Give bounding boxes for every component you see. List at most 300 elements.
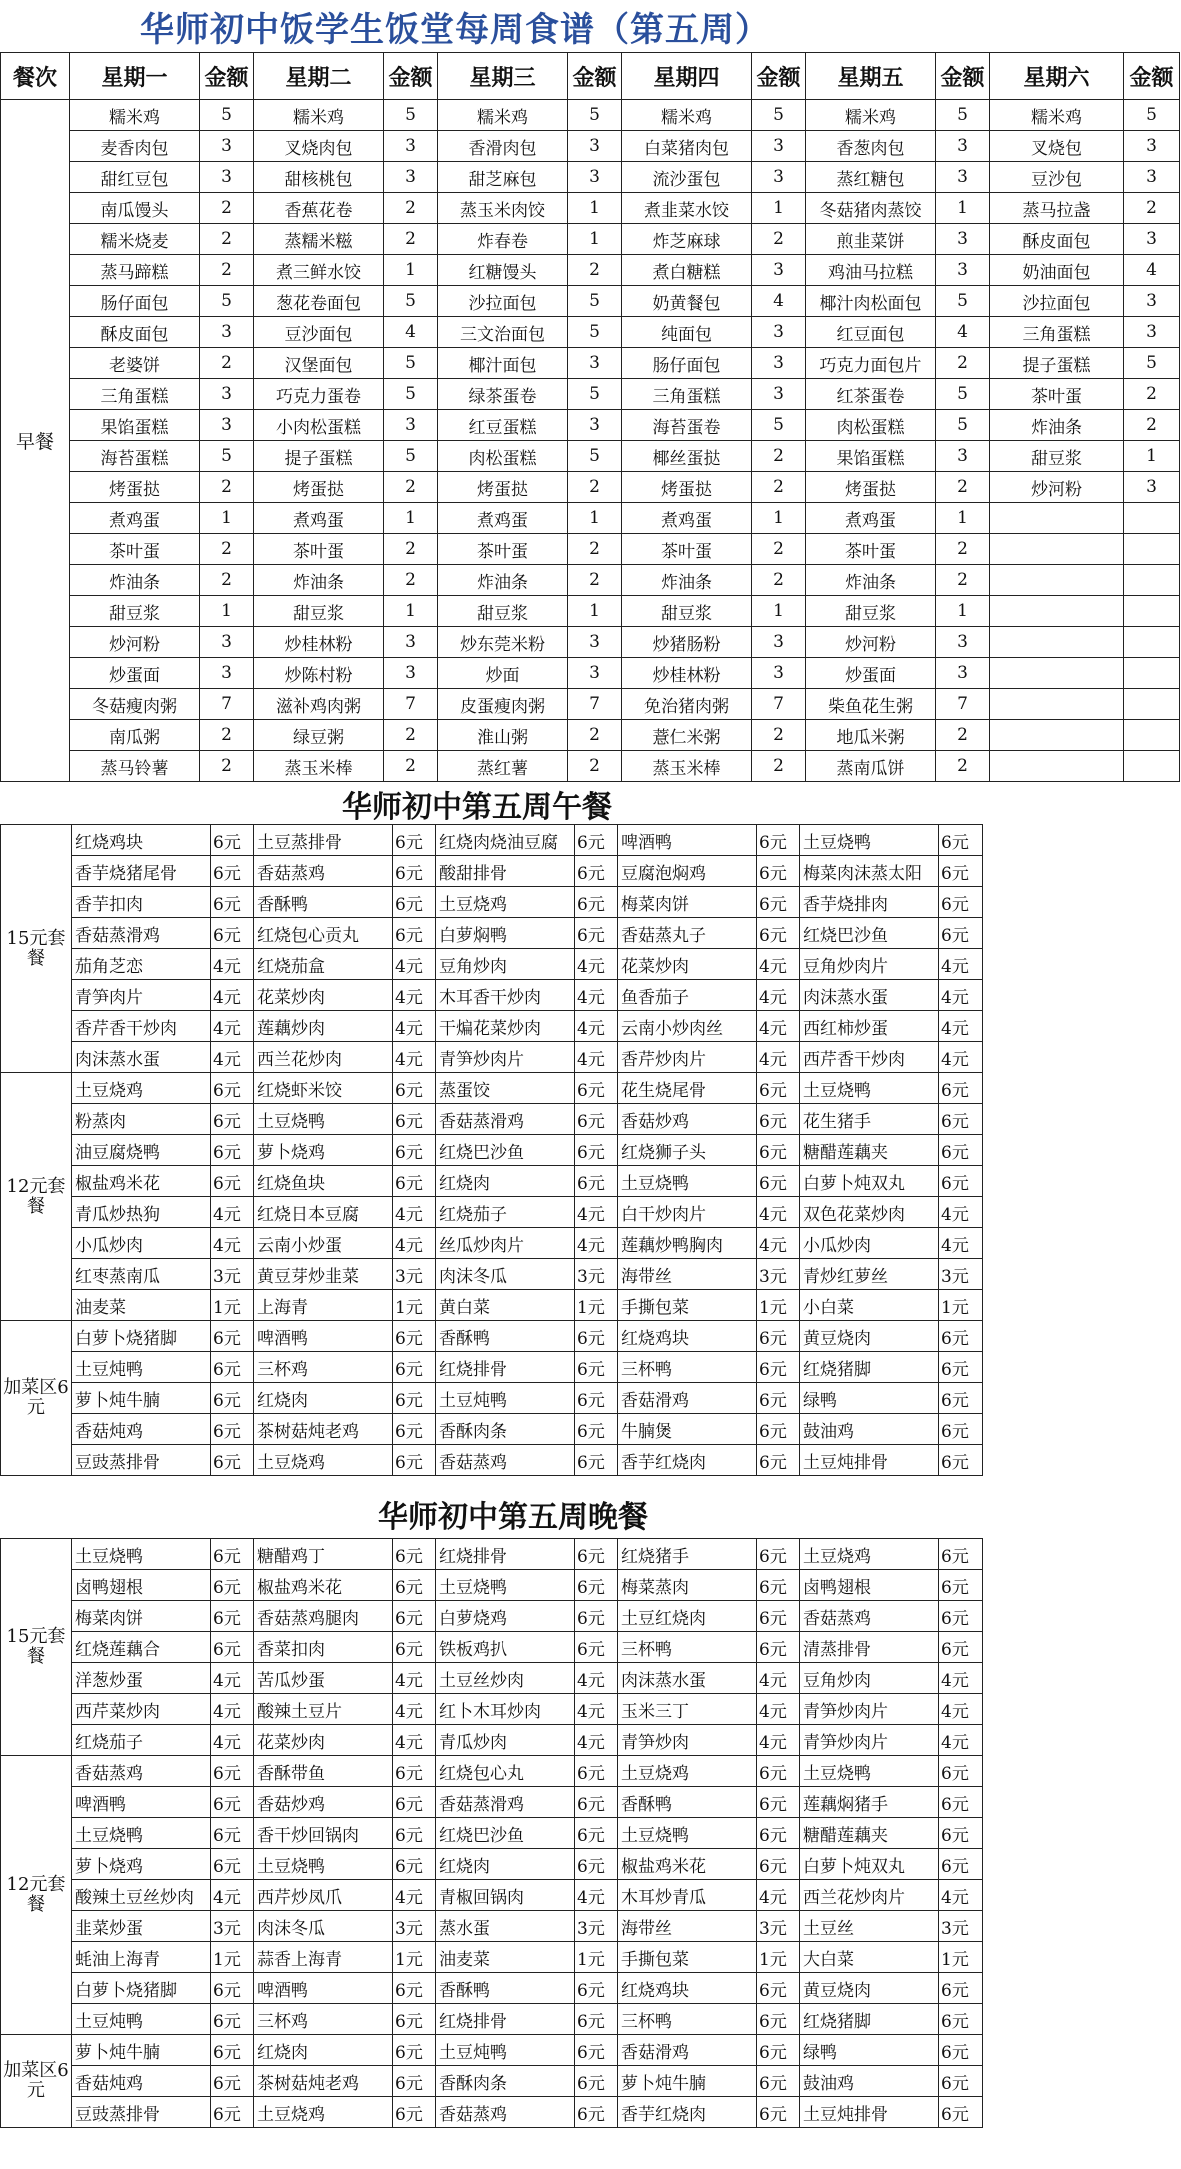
dish-cell: 白菜猪肉包 bbox=[622, 131, 752, 162]
price-cell: 6元 bbox=[757, 1849, 800, 1880]
price-cell: 6元 bbox=[757, 1104, 800, 1135]
price-cell: 1 bbox=[936, 596, 990, 627]
table-row bbox=[1, 1725, 983, 1756]
price-cell: 2 bbox=[1124, 379, 1180, 410]
price-cell bbox=[1124, 534, 1180, 565]
price-cell: 6元 bbox=[757, 1073, 800, 1104]
price-cell: 6元 bbox=[211, 1787, 254, 1818]
table-row bbox=[1, 1104, 983, 1135]
dish-cell: 茶叶蛋 bbox=[622, 534, 752, 565]
dish-cell: 红烧鸡块 bbox=[618, 1973, 757, 2004]
dish-cell: 茶叶蛋 bbox=[806, 534, 936, 565]
price-cell: 6元 bbox=[393, 1601, 436, 1632]
price-cell: 1 bbox=[384, 596, 438, 627]
price-cell bbox=[1124, 503, 1180, 534]
lunch-table bbox=[0, 824, 983, 1476]
dish-cell: 酸甜排骨 bbox=[436, 856, 575, 887]
price-cell: 6元 bbox=[393, 918, 436, 949]
price-cell: 6元 bbox=[211, 1632, 254, 1663]
price-cell: 6元 bbox=[575, 2004, 618, 2035]
dish-cell: 糖醋莲藕夹 bbox=[800, 1818, 939, 1849]
category-label: 12元套餐 bbox=[1, 1756, 72, 2035]
dish-cell: 莲藕炒鸭胸肉 bbox=[618, 1228, 757, 1259]
dish-cell: 蒸马拉盏 bbox=[990, 193, 1124, 224]
price-cell: 5 bbox=[568, 379, 622, 410]
price-cell: 6元 bbox=[211, 2097, 254, 2128]
dish-cell: 肉松蛋糕 bbox=[806, 410, 936, 441]
dish-cell: 上海青 bbox=[254, 1290, 393, 1321]
price-cell: 1 bbox=[568, 503, 622, 534]
price-cell: 2 bbox=[200, 255, 254, 286]
price-cell: 4元 bbox=[211, 1880, 254, 1911]
dish-cell: 南瓜粥 bbox=[70, 720, 200, 751]
price-cell: 6元 bbox=[939, 1135, 983, 1166]
dish-cell: 手撕包菜 bbox=[618, 1290, 757, 1321]
price-cell: 4元 bbox=[575, 1725, 618, 1756]
dish-cell: 糯米鸡 bbox=[70, 100, 200, 131]
column-header: 金额 bbox=[752, 53, 806, 100]
dish-cell: 炒东莞米粉 bbox=[438, 627, 568, 658]
table-row bbox=[1, 1414, 983, 1445]
price-cell: 3 bbox=[936, 224, 990, 255]
price-cell: 2 bbox=[568, 751, 622, 782]
table-row bbox=[1, 1694, 983, 1725]
price-cell: 4元 bbox=[939, 1694, 983, 1725]
dish-cell bbox=[990, 627, 1124, 658]
dish-cell: 红豆蛋糕 bbox=[438, 410, 568, 441]
dish-cell: 红烧鸡块 bbox=[72, 825, 211, 856]
price-cell: 6元 bbox=[939, 1601, 983, 1632]
dish-cell: 香菇蒸鸡 bbox=[436, 1445, 575, 1476]
column-header: 金额 bbox=[568, 53, 622, 100]
dish-cell: 红烧肉 bbox=[436, 1166, 575, 1197]
dish-cell: 甜红豆包 bbox=[70, 162, 200, 193]
price-cell: 5 bbox=[384, 379, 438, 410]
price-cell: 3 bbox=[752, 131, 806, 162]
dish-cell: 小肉松蛋糕 bbox=[254, 410, 384, 441]
dish-cell: 土豆炖鸭 bbox=[436, 1383, 575, 1414]
price-cell: 7 bbox=[936, 689, 990, 720]
table-row bbox=[1, 565, 1180, 596]
price-cell: 6元 bbox=[939, 2004, 983, 2035]
price-cell: 6元 bbox=[211, 856, 254, 887]
price-cell: 5 bbox=[936, 410, 990, 441]
price-cell: 4元 bbox=[575, 1197, 618, 1228]
dish-cell: 红烧日本豆腐 bbox=[254, 1197, 393, 1228]
column-header: 星期六 bbox=[990, 53, 1124, 100]
dish-cell: 花菜炒肉 bbox=[618, 949, 757, 980]
dish-cell: 青瓜炒热狗 bbox=[72, 1197, 211, 1228]
dish-cell: 土豆烧鸡 bbox=[800, 1539, 939, 1570]
price-cell: 4 bbox=[752, 286, 806, 317]
price-cell: 6元 bbox=[575, 1352, 618, 1383]
dish-cell: 汉堡面包 bbox=[254, 348, 384, 379]
dish-cell: 香菇蒸滑鸡 bbox=[72, 918, 211, 949]
price-cell: 3 bbox=[200, 317, 254, 348]
price-cell: 3 bbox=[1124, 317, 1180, 348]
price-cell: 3 bbox=[936, 658, 990, 689]
price-cell: 6元 bbox=[211, 1756, 254, 1787]
price-cell: 3 bbox=[568, 348, 622, 379]
dish-cell: 卤鸭翅根 bbox=[800, 1570, 939, 1601]
price-cell: 4元 bbox=[939, 949, 983, 980]
price-cell: 6元 bbox=[757, 1570, 800, 1601]
price-cell: 3 bbox=[200, 131, 254, 162]
dish-cell: 土豆炖鸭 bbox=[72, 1352, 211, 1383]
price-cell: 4元 bbox=[757, 1011, 800, 1042]
dish-cell: 西红柿炒蛋 bbox=[800, 1011, 939, 1042]
dish-cell: 薏仁米粥 bbox=[622, 720, 752, 751]
dish-cell: 香酥肉条 bbox=[436, 2066, 575, 2097]
dish-cell: 香芋烧猪尾骨 bbox=[72, 856, 211, 887]
dish-cell: 茶树菇炖老鸡 bbox=[254, 2066, 393, 2097]
dish-cell: 土豆炖鸭 bbox=[436, 2035, 575, 2066]
price-cell: 2 bbox=[200, 534, 254, 565]
price-cell: 6元 bbox=[575, 1383, 618, 1414]
price-cell: 6元 bbox=[939, 918, 983, 949]
price-cell: 6元 bbox=[757, 1539, 800, 1570]
category-label: 15元套餐 bbox=[1, 1539, 72, 1756]
price-cell: 4元 bbox=[575, 1228, 618, 1259]
price-cell: 6元 bbox=[575, 1166, 618, 1197]
dish-cell: 黄豆烧肉 bbox=[800, 1321, 939, 1352]
dish-cell: 土豆烧鸭 bbox=[800, 1756, 939, 1787]
price-cell: 4元 bbox=[939, 1880, 983, 1911]
dish-cell: 炸油条 bbox=[254, 565, 384, 596]
table-row bbox=[1, 2035, 983, 2066]
price-cell: 2 bbox=[568, 255, 622, 286]
dish-cell: 煎韭菜饼 bbox=[806, 224, 936, 255]
dish-cell: 炸芝麻球 bbox=[622, 224, 752, 255]
dish-cell: 莲藕炒肉 bbox=[254, 1011, 393, 1042]
price-cell: 4元 bbox=[939, 1197, 983, 1228]
price-cell: 2 bbox=[568, 720, 622, 751]
dish-cell: 鼓油鸡 bbox=[800, 2066, 939, 2097]
price-cell: 3 bbox=[384, 162, 438, 193]
table-row bbox=[1, 1787, 983, 1818]
price-cell: 1 bbox=[384, 255, 438, 286]
dish-cell: 肉沫蒸水蛋 bbox=[800, 980, 939, 1011]
price-cell: 6元 bbox=[211, 1849, 254, 1880]
dish-cell: 叉烧包 bbox=[990, 131, 1124, 162]
dish-cell: 白干炒肉片 bbox=[618, 1197, 757, 1228]
price-cell: 6元 bbox=[757, 1973, 800, 2004]
price-cell: 4元 bbox=[211, 1725, 254, 1756]
column-header: 星期四 bbox=[622, 53, 752, 100]
price-cell: 6元 bbox=[393, 2035, 436, 2066]
price-cell: 6元 bbox=[939, 1973, 983, 2004]
dish-cell: 萝卜烧鸡 bbox=[254, 1135, 393, 1166]
price-cell: 5 bbox=[384, 100, 438, 131]
dish-cell: 红茶蛋卷 bbox=[806, 379, 936, 410]
price-cell: 6元 bbox=[575, 1321, 618, 1352]
price-cell bbox=[1124, 720, 1180, 751]
price-cell: 6元 bbox=[393, 856, 436, 887]
table-row bbox=[1, 472, 1180, 503]
dish-cell: 红糖馒头 bbox=[438, 255, 568, 286]
price-cell: 2 bbox=[568, 472, 622, 503]
dish-cell: 蒸红薯 bbox=[438, 751, 568, 782]
price-cell: 2 bbox=[936, 472, 990, 503]
category-label: 12元套餐 bbox=[1, 1073, 72, 1321]
dish-cell: 巧克力蛋卷 bbox=[254, 379, 384, 410]
dish-cell: 蒸马铃薯 bbox=[70, 751, 200, 782]
price-cell: 4元 bbox=[575, 1880, 618, 1911]
price-cell: 3 bbox=[200, 162, 254, 193]
dish-cell: 炒桂林粉 bbox=[254, 627, 384, 658]
price-cell: 6元 bbox=[939, 825, 983, 856]
price-cell: 5 bbox=[936, 100, 990, 131]
dish-cell: 香芋扣肉 bbox=[72, 887, 211, 918]
dish-cell: 肉沫蒸水蛋 bbox=[618, 1663, 757, 1694]
dish-cell: 红烧狮子头 bbox=[618, 1135, 757, 1166]
dish-cell: 蒸南瓜饼 bbox=[806, 751, 936, 782]
dish-cell bbox=[990, 751, 1124, 782]
price-cell: 6元 bbox=[393, 1414, 436, 1445]
dish-cell: 炒河粉 bbox=[806, 627, 936, 658]
dish-cell: 煮韭菜水饺 bbox=[622, 193, 752, 224]
price-cell: 3元 bbox=[939, 1259, 983, 1290]
dish-cell: 红烧茄子 bbox=[436, 1197, 575, 1228]
price-cell: 6元 bbox=[939, 1321, 983, 1352]
dish-cell: 洋葱炒蛋 bbox=[72, 1663, 211, 1694]
price-cell: 6元 bbox=[393, 1539, 436, 1570]
dish-cell: 香菇炖鸡 bbox=[72, 2066, 211, 2097]
price-cell: 6元 bbox=[211, 887, 254, 918]
dish-cell: 小白菜 bbox=[800, 1290, 939, 1321]
dish-cell: 大白菜 bbox=[800, 1942, 939, 1973]
dish-cell: 茶叶蛋 bbox=[254, 534, 384, 565]
price-cell: 6元 bbox=[939, 1849, 983, 1880]
dish-cell: 烤蛋挞 bbox=[438, 472, 568, 503]
dish-cell: 三杯鸡 bbox=[254, 2004, 393, 2035]
column-header: 星期一 bbox=[70, 53, 200, 100]
table-row bbox=[1, 193, 1180, 224]
table-row bbox=[1, 131, 1180, 162]
dish-cell: 云南小炒蛋 bbox=[254, 1228, 393, 1259]
dish-cell bbox=[990, 596, 1124, 627]
price-cell: 1元 bbox=[575, 1290, 618, 1321]
dish-cell: 煮鸡蛋 bbox=[438, 503, 568, 534]
dish-cell: 香酥肉条 bbox=[436, 1414, 575, 1445]
table-row bbox=[1, 980, 983, 1011]
dish-cell: 红烧巴沙鱼 bbox=[436, 1818, 575, 1849]
price-cell: 6元 bbox=[211, 1445, 254, 1476]
price-cell: 2 bbox=[752, 224, 806, 255]
dish-cell: 豆沙面包 bbox=[254, 317, 384, 348]
dish-cell: 鱼香茄子 bbox=[618, 980, 757, 1011]
dish-cell: 香菇蒸鸡 bbox=[800, 1601, 939, 1632]
price-cell: 6元 bbox=[211, 1166, 254, 1197]
dish-cell: 红烧排骨 bbox=[436, 1352, 575, 1383]
table-row bbox=[1, 1539, 983, 1570]
dish-cell: 梅菜蒸肉 bbox=[618, 1570, 757, 1601]
dish-cell: 煮鸡蛋 bbox=[70, 503, 200, 534]
dish-cell: 冬菇猪肉蒸饺 bbox=[806, 193, 936, 224]
meal-label: 早餐 bbox=[1, 100, 70, 782]
price-cell: 1元 bbox=[211, 1942, 254, 1973]
dish-cell: 酥皮面包 bbox=[70, 317, 200, 348]
dish-cell: 椒盐鸡米花 bbox=[254, 1570, 393, 1601]
dish-cell: 双色花菜炒肉 bbox=[800, 1197, 939, 1228]
dish-cell: 红烧巴沙鱼 bbox=[800, 918, 939, 949]
price-cell: 4元 bbox=[575, 1042, 618, 1073]
price-cell: 6元 bbox=[939, 2066, 983, 2097]
dish-cell: 红卜木耳炒肉 bbox=[436, 1694, 575, 1725]
dish-cell: 土豆炖排骨 bbox=[800, 2097, 939, 2128]
dish-cell: 豆豉蒸排骨 bbox=[72, 2097, 211, 2128]
dinner-title: 华师初中第五周晚餐 bbox=[378, 1500, 648, 1535]
price-cell: 1元 bbox=[393, 1942, 436, 1973]
price-cell: 2 bbox=[384, 534, 438, 565]
dish-cell: 豆角炒肉 bbox=[436, 949, 575, 980]
dish-cell: 西芹香干炒肉 bbox=[800, 1042, 939, 1073]
price-cell: 4元 bbox=[757, 1694, 800, 1725]
price-cell: 5 bbox=[568, 317, 622, 348]
dish-cell: 果馅蛋糕 bbox=[70, 410, 200, 441]
table-row bbox=[1, 100, 1180, 131]
table-row bbox=[1, 918, 983, 949]
dish-cell: 三杯鸭 bbox=[618, 1352, 757, 1383]
price-cell: 6元 bbox=[575, 1849, 618, 1880]
dish-cell: 沙拉面包 bbox=[438, 286, 568, 317]
price-cell: 6元 bbox=[757, 1166, 800, 1197]
price-cell: 5 bbox=[936, 379, 990, 410]
price-cell: 3 bbox=[568, 162, 622, 193]
dish-cell: 土豆丝 bbox=[800, 1911, 939, 1942]
price-cell bbox=[1124, 751, 1180, 782]
price-cell: 2 bbox=[384, 565, 438, 596]
dish-cell: 豆角炒肉 bbox=[800, 1663, 939, 1694]
dish-cell: 干煸花菜炒肉 bbox=[436, 1011, 575, 1042]
dish-cell: 土豆烧鸭 bbox=[800, 825, 939, 856]
table-row bbox=[1, 1756, 983, 1787]
price-cell: 6元 bbox=[211, 1321, 254, 1352]
dish-cell: 黄豆芽炒韭菜 bbox=[254, 1259, 393, 1290]
price-cell: 2 bbox=[752, 472, 806, 503]
price-cell: 2 bbox=[752, 441, 806, 472]
price-cell: 3元 bbox=[393, 1911, 436, 1942]
dish-cell: 红烧茄子 bbox=[72, 1725, 211, 1756]
price-cell: 6元 bbox=[211, 1601, 254, 1632]
price-cell: 3 bbox=[1124, 224, 1180, 255]
price-cell: 6元 bbox=[939, 1445, 983, 1476]
dish-cell: 蒜香上海青 bbox=[254, 1942, 393, 1973]
price-cell: 6元 bbox=[393, 825, 436, 856]
price-cell: 6元 bbox=[393, 2097, 436, 2128]
price-cell: 4元 bbox=[939, 1042, 983, 1073]
dish-cell: 红烧鱼块 bbox=[254, 1166, 393, 1197]
dish-cell: 土豆烧鸡 bbox=[254, 1445, 393, 1476]
price-cell: 6元 bbox=[757, 1135, 800, 1166]
price-cell: 3 bbox=[752, 379, 806, 410]
dish-cell: 绿鸭 bbox=[800, 1383, 939, 1414]
price-cell: 6元 bbox=[575, 1570, 618, 1601]
price-cell: 3 bbox=[1124, 131, 1180, 162]
table-row bbox=[1, 658, 1180, 689]
dish-cell: 牛腩煲 bbox=[618, 1414, 757, 1445]
dish-cell: 花生烧尾骨 bbox=[618, 1073, 757, 1104]
table-row bbox=[1, 825, 983, 856]
dish-cell: 啤酒鸭 bbox=[618, 825, 757, 856]
dish-cell: 三杯鸭 bbox=[618, 2004, 757, 2035]
table-row bbox=[1, 1383, 983, 1414]
price-cell: 2 bbox=[568, 565, 622, 596]
table-row bbox=[1, 2097, 983, 2128]
price-cell: 4元 bbox=[575, 1011, 618, 1042]
price-cell: 6元 bbox=[393, 1973, 436, 2004]
price-cell: 3 bbox=[1124, 162, 1180, 193]
price-cell: 4元 bbox=[393, 1663, 436, 1694]
price-cell: 6元 bbox=[393, 1632, 436, 1663]
price-cell: 3 bbox=[752, 658, 806, 689]
dish-cell: 巧克力面包片 bbox=[806, 348, 936, 379]
price-cell: 6元 bbox=[393, 1756, 436, 1787]
dish-cell: 酸辣土豆丝炒肉 bbox=[72, 1880, 211, 1911]
dish-cell: 炒陈村粉 bbox=[254, 658, 384, 689]
dish-cell: 糯米鸡 bbox=[254, 100, 384, 131]
column-header: 星期二 bbox=[254, 53, 384, 100]
price-cell: 1 bbox=[384, 503, 438, 534]
price-cell: 6元 bbox=[575, 918, 618, 949]
dish-cell: 鸡油马拉糕 bbox=[806, 255, 936, 286]
dish-cell: 香菇蒸滑鸡 bbox=[436, 1787, 575, 1818]
dish-cell: 糯米鸡 bbox=[622, 100, 752, 131]
dish-cell: 茶树菇炖老鸡 bbox=[254, 1414, 393, 1445]
dish-cell: 糯米烧麦 bbox=[70, 224, 200, 255]
dish-cell: 土豆烧鸭 bbox=[72, 1539, 211, 1570]
table-row bbox=[1, 751, 1180, 782]
dish-cell: 青椒回锅肉 bbox=[436, 1880, 575, 1911]
dish-cell: 海苔蛋糕 bbox=[70, 441, 200, 472]
dish-cell: 红烧包心丸 bbox=[436, 1756, 575, 1787]
price-cell: 5 bbox=[384, 441, 438, 472]
dish-cell: 海苔蛋卷 bbox=[622, 410, 752, 441]
price-cell: 2 bbox=[200, 472, 254, 503]
dish-cell: 纯面包 bbox=[622, 317, 752, 348]
dish-cell: 提子蛋糕 bbox=[990, 348, 1124, 379]
price-cell: 6元 bbox=[393, 1321, 436, 1352]
dish-cell: 香菜扣肉 bbox=[254, 1632, 393, 1663]
dish-cell: 土豆蒸排骨 bbox=[254, 825, 393, 856]
column-header: 金额 bbox=[1124, 53, 1180, 100]
price-cell: 3元 bbox=[393, 1259, 436, 1290]
table-row bbox=[1, 224, 1180, 255]
table-row bbox=[1, 1042, 983, 1073]
price-cell: 6元 bbox=[575, 1756, 618, 1787]
price-cell: 6元 bbox=[939, 2035, 983, 2066]
dish-cell: 土豆烧鸡 bbox=[72, 1073, 211, 1104]
dish-cell: 免治猪肉粥 bbox=[622, 689, 752, 720]
dish-cell bbox=[990, 503, 1124, 534]
dish-cell: 炸油条 bbox=[990, 410, 1124, 441]
price-cell: 1元 bbox=[393, 1290, 436, 1321]
dish-cell: 粉蒸肉 bbox=[72, 1104, 211, 1135]
dish-cell: 甜核桃包 bbox=[254, 162, 384, 193]
dish-cell: 甜豆浆 bbox=[438, 596, 568, 627]
price-cell: 1元 bbox=[757, 1942, 800, 1973]
price-cell: 3 bbox=[568, 658, 622, 689]
dish-cell: 香酥带鱼 bbox=[254, 1756, 393, 1787]
dish-cell: 白萝卜炖双丸 bbox=[800, 1166, 939, 1197]
dish-cell: 葱花卷面包 bbox=[254, 286, 384, 317]
price-cell: 6元 bbox=[757, 1632, 800, 1663]
price-cell: 6元 bbox=[211, 1135, 254, 1166]
dish-cell: 红烧肉 bbox=[436, 1849, 575, 1880]
dish-cell: 炒猪肠粉 bbox=[622, 627, 752, 658]
price-cell: 2 bbox=[752, 720, 806, 751]
price-cell: 6元 bbox=[575, 887, 618, 918]
